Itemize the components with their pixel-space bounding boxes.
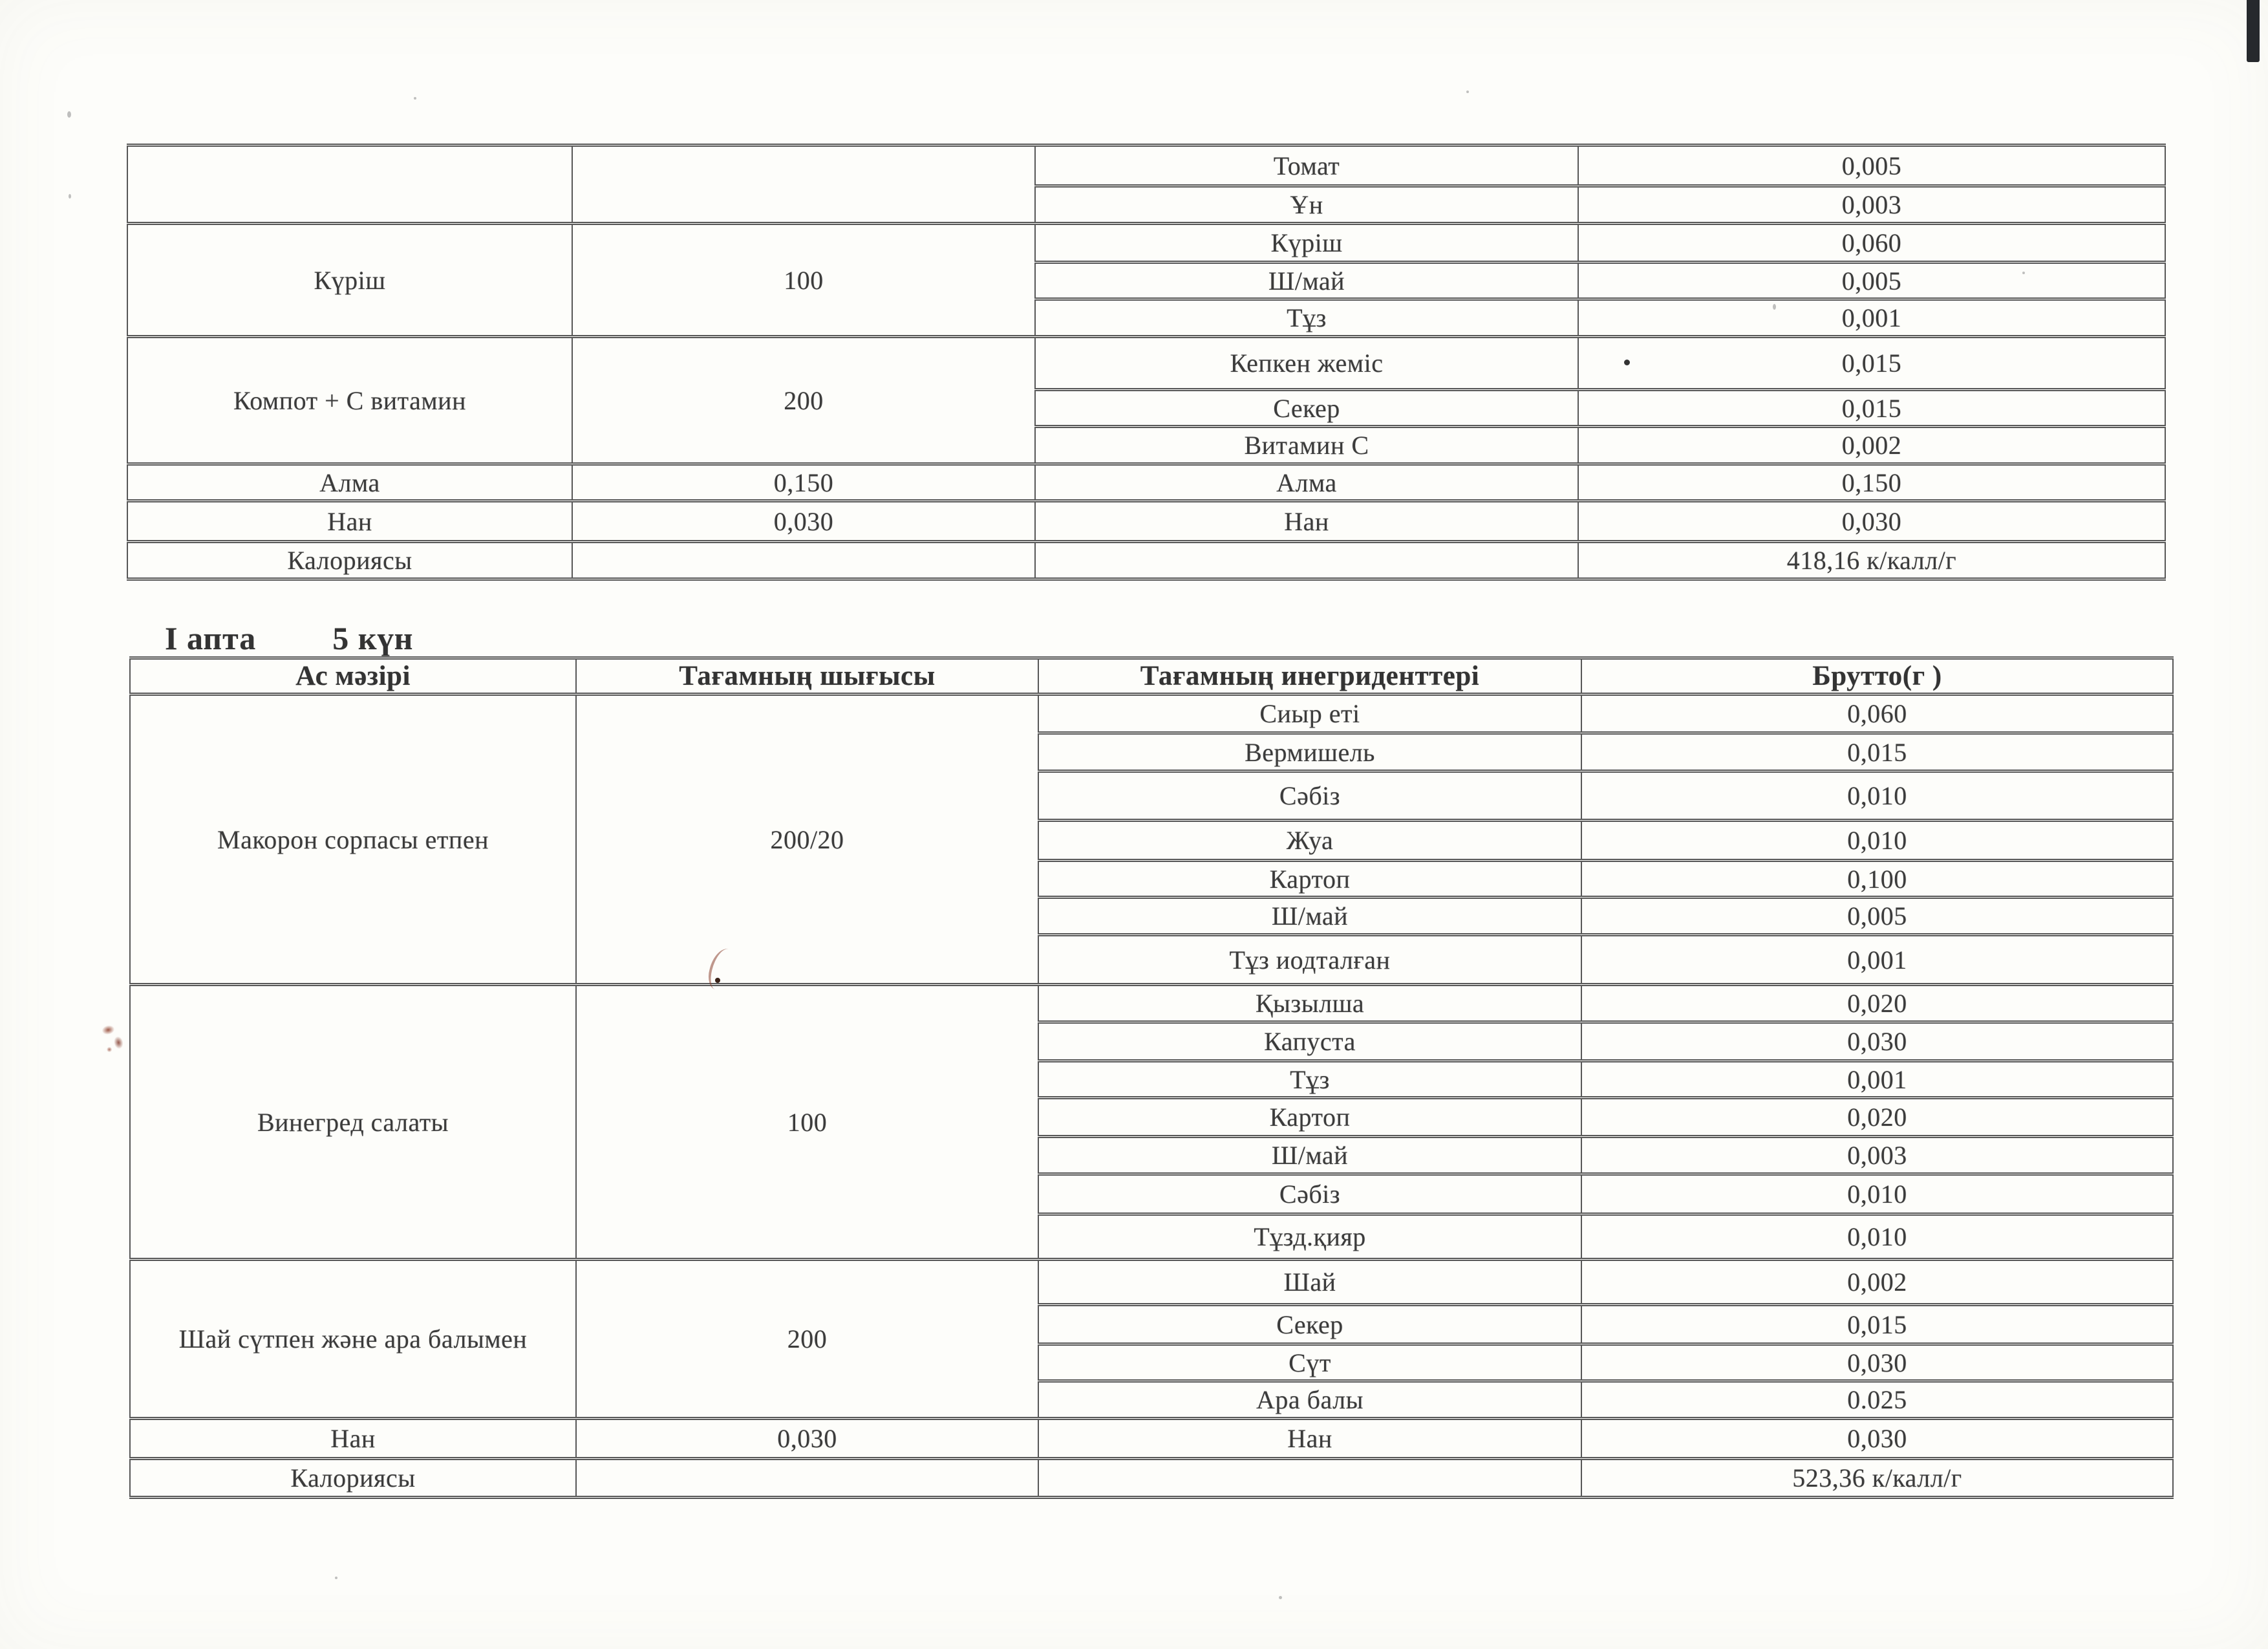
ingredient-weight-cell: 0,010: [1581, 821, 2173, 861]
ingredient-name-cell: Тұз: [1038, 1061, 1581, 1098]
ingredient-name-cell: Ш/май: [1035, 263, 1578, 299]
ingredient-weight-cell: 0,015: [1581, 733, 2173, 771]
scan-edge-black-bar: [2247, 0, 2260, 62]
ingredient-weight-cell: 0,015: [1578, 390, 2165, 427]
dish-name-cell: Шай сүтпен және ара балымен: [130, 1260, 576, 1419]
dish-name-cell: [127, 146, 572, 224]
ingredient-name-cell: Капуста: [1038, 1022, 1581, 1061]
ingredient-weight-cell: 0,002: [1581, 1260, 2173, 1305]
ingredient-name-cell: Секер: [1038, 1305, 1581, 1344]
col-header-brutto: Брутто(г ): [1581, 658, 2173, 695]
ingredient-name-cell: Сиыр еті: [1038, 695, 1581, 733]
ingredient-weight-cell: 0,060: [1581, 695, 2173, 733]
ingredient-name-cell: Тұз: [1035, 299, 1578, 337]
ingredient-name-cell: Шай: [1038, 1260, 1581, 1305]
empty-cell: [1035, 542, 1578, 579]
ingredient-name-cell: Кепкен жеміс: [1035, 337, 1578, 390]
ingredient-name-cell: Күріш: [1035, 224, 1578, 263]
empty-cell: [1038, 1459, 1581, 1498]
ingredient-weight-cell: 0,030: [1581, 1344, 2173, 1381]
ingredient-weight-cell: 0,020: [1581, 1098, 2173, 1137]
scan-speck: [335, 1577, 337, 1579]
empty-cell: [576, 1459, 1038, 1498]
ingredient-name-cell: Томат: [1035, 146, 1578, 186]
dish-name-cell: Компот + С витамин: [127, 337, 572, 464]
empty-cell: [572, 542, 1035, 579]
ingredient-weight-cell: 0,005: [1578, 263, 2165, 299]
ingredient-weight-cell: 0,015: [1581, 1305, 2173, 1344]
dish-name-cell: Нан: [127, 501, 572, 542]
table-row: [130, 1260, 2173, 1305]
portion-cell: 0,150: [572, 464, 1035, 501]
ingredient-name-cell: Витамин С: [1035, 427, 1578, 464]
ingredient-weight-cell: 0,005: [1581, 898, 2173, 935]
ingredient-name-cell: Сәбіз: [1038, 771, 1581, 821]
ingredient-name-cell: Ш/май: [1038, 1137, 1581, 1174]
ingredient-name-cell: Қызылша: [1038, 985, 1581, 1022]
ingredient-name-cell: Нан: [1035, 501, 1578, 542]
ingredient-name-cell: Картоп: [1038, 1098, 1581, 1137]
ingredient-weight-cell: 0,001: [1581, 1061, 2173, 1098]
ingredient-weight-cell: 0.025: [1581, 1381, 2173, 1419]
calories-row: [130, 1459, 2173, 1498]
calories-row: [127, 542, 2165, 579]
ingredient-name-cell: Алма: [1035, 464, 1578, 501]
portion-cell: 100: [572, 224, 1035, 337]
ingredient-weight-cell: 0,015: [1578, 337, 2165, 390]
portion-cell: 0,030: [572, 501, 1035, 542]
week-label: І апта: [165, 620, 257, 656]
ingredient-weight-cell: 0,010: [1581, 1214, 2173, 1260]
calories-value: 418,16 к/калл/г: [1578, 542, 2165, 579]
ingredient-name-cell: Жуа: [1038, 821, 1581, 861]
ingredient-name-cell: Ш/май: [1038, 898, 1581, 935]
ingredient-weight-cell: 0,020: [1581, 985, 2173, 1022]
col-header-menu: Ас мәзірі: [130, 658, 576, 695]
ingredient-name-cell: Секер: [1035, 390, 1578, 427]
portion-cell: 0,030: [576, 1419, 1038, 1459]
scan-speck: [1279, 1596, 1282, 1599]
dish-name-cell: Нан: [130, 1419, 576, 1459]
ingredient-weight-cell: 0,100: [1581, 861, 2173, 898]
scan-speck: [414, 97, 416, 100]
ingredient-name-cell: Вермишель: [1038, 733, 1581, 771]
ingredient-weight-cell: 0,003: [1581, 1137, 2173, 1174]
ingredient-weight-cell: 0,001: [1578, 299, 2165, 337]
table-row: [127, 501, 2165, 542]
ingredient-name-cell: Ара балы: [1038, 1381, 1581, 1419]
calories-label: Калориясы: [130, 1459, 576, 1498]
menu-table-week1-day5: [129, 656, 2174, 1499]
ingredient-name-cell: Ұн: [1035, 186, 1578, 224]
table-row: [130, 985, 2173, 1022]
ingredient-weight-cell: 0,005: [1578, 146, 2165, 186]
ingredient-name-cell: Тұзд.қияр: [1038, 1214, 1581, 1260]
table-row: [127, 464, 2165, 501]
table-row: [130, 1419, 2173, 1459]
scan-speck: [69, 194, 71, 199]
portion-cell: 200: [576, 1260, 1038, 1419]
portion-cell: 100: [576, 985, 1038, 1260]
day-label: 5 күн: [332, 620, 414, 656]
ingredient-weight-cell: 0,060: [1578, 224, 2165, 263]
dish-name-cell: Күріш: [127, 224, 572, 337]
ingredient-weight-cell: 0,030: [1581, 1022, 2173, 1061]
ingredient-name-cell: Сәбіз: [1038, 1174, 1581, 1214]
ingredient-weight-cell: 0,010: [1581, 771, 2173, 821]
ingredient-name-cell: Нан: [1038, 1419, 1581, 1459]
dish-name-cell: Алма: [127, 464, 572, 501]
table-row: [127, 146, 2165, 186]
week-day-title: [165, 620, 413, 657]
col-header-output: Тағамның шығысы: [576, 658, 1038, 695]
dish-name-cell: Макорон сорпасы етпен: [130, 695, 576, 985]
ingredient-weight-cell: 0,002: [1578, 427, 2165, 464]
ingredient-weight-cell: 0,150: [1578, 464, 2165, 501]
ingredient-weight-cell: 0,003: [1578, 186, 2165, 224]
header-row: [130, 658, 2173, 695]
portion-cell: 200: [572, 337, 1035, 464]
ingredient-weight-cell: 0,030: [1581, 1419, 2173, 1459]
ingredient-name-cell: Тұз иодталған: [1038, 935, 1581, 985]
calories-value: 523,36 к/калл/г: [1581, 1459, 2173, 1498]
ingredient-weight-cell: 0,001: [1581, 935, 2173, 985]
calories-label: Калориясы: [127, 542, 572, 579]
ingredient-name-cell: Сүт: [1038, 1344, 1581, 1381]
scan-speck: [1466, 91, 1469, 93]
ingredient-name-cell: Картоп: [1038, 861, 1581, 898]
scan-speck: [67, 111, 71, 118]
table-row: [130, 695, 2173, 733]
col-header-ingredients: Тағамның инегриденттері: [1038, 658, 1581, 695]
dish-name-cell: Винегред салаты: [130, 985, 576, 1260]
ingredient-weight-cell: 0,010: [1581, 1174, 2173, 1214]
ingredient-weight-cell: 0,030: [1578, 501, 2165, 542]
menu-table-continuation: [127, 144, 2166, 581]
table-row: [127, 337, 2165, 390]
table-row: [127, 224, 2165, 263]
rust-stain: [98, 1018, 133, 1055]
portion-cell: [572, 146, 1035, 224]
portion-cell: 200/20: [576, 695, 1038, 985]
